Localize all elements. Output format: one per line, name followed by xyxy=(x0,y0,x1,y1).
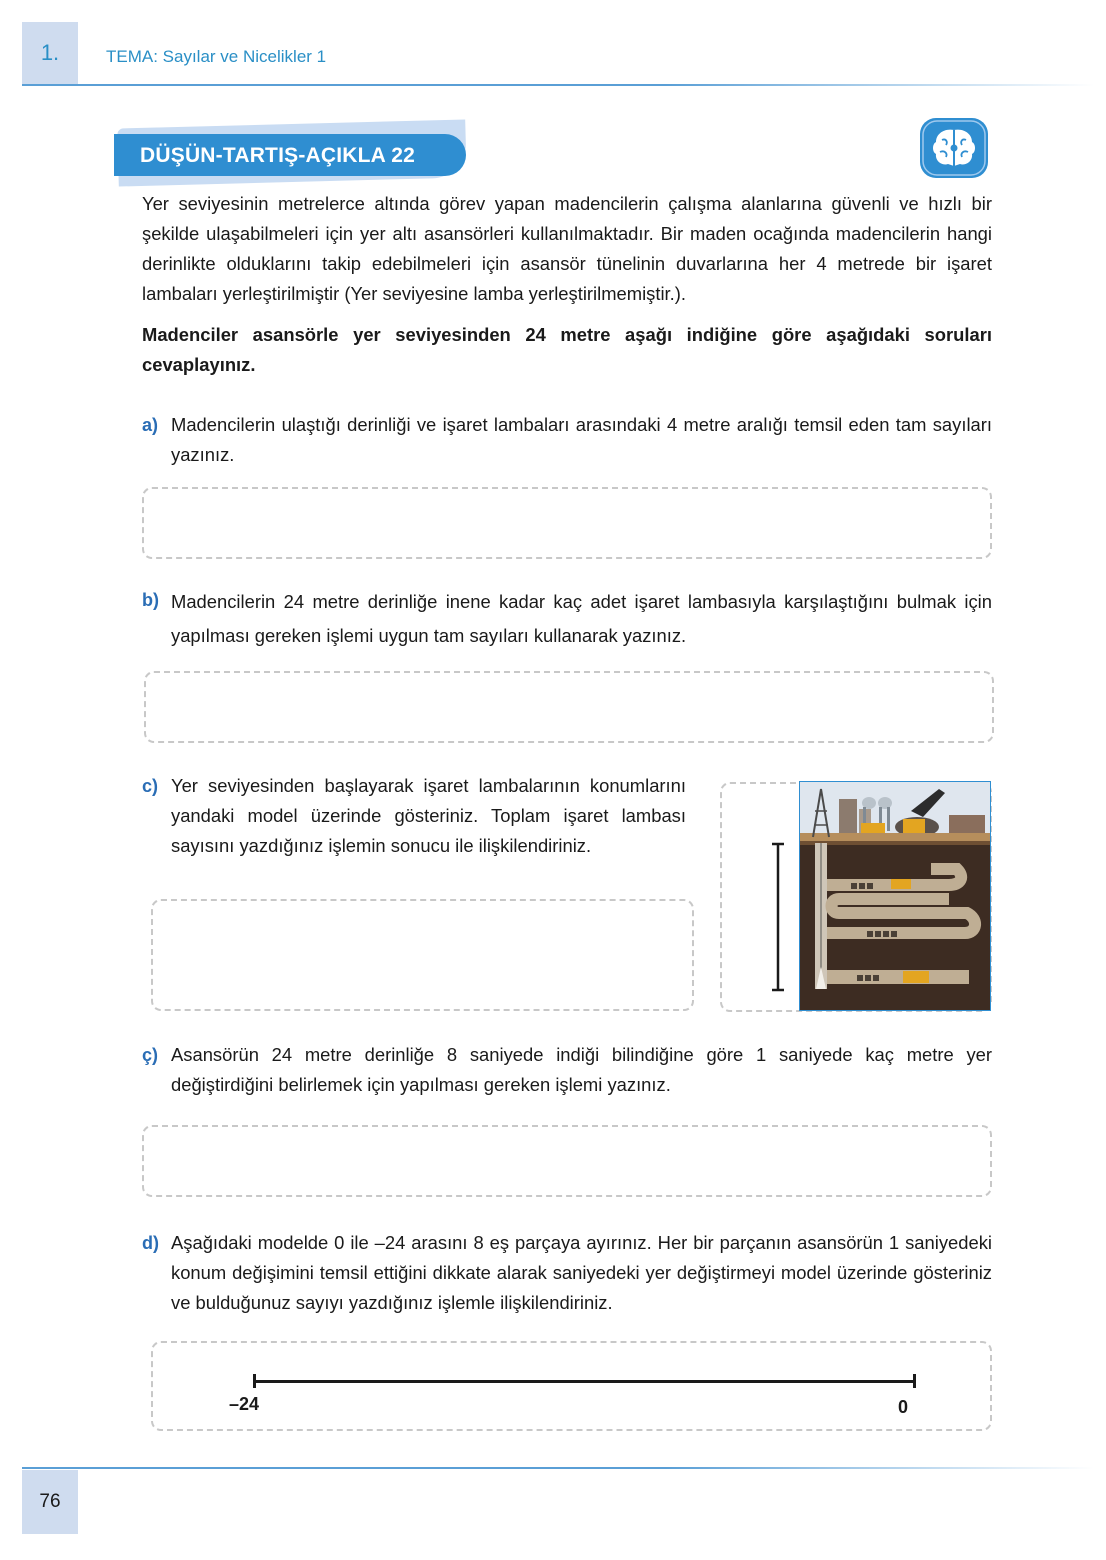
answer-box-b[interactable] xyxy=(144,671,994,743)
brain-puzzle-icon xyxy=(918,116,990,180)
footer-divider xyxy=(22,1467,1094,1469)
question-d-text: Aşağıdaki modelde 0 ile –24 arasını 8 eş parçaya ayırınız. Her bir parçanın asansörün 1 saniyedeki konum değişimini temsil ettiğini dikkate alarak saniyedeki yer değiştirmeyi model üzerinde gösteriniz ve bulduğunuz sayıyı yazdığınız işlemle ilişkilendiriniz. xyxy=(171,1232,992,1313)
question-d-label: d) xyxy=(142,1233,159,1253)
number-line xyxy=(254,1380,915,1383)
mine-shaft-illustration xyxy=(799,781,991,1011)
question-b-text: Madencilerin 24 metre derinliğe inene kadar kaç adet işaret lambasıyla karşılaştığını bulmak için yapılması gereken işlemi uygun tam sayıları kullanarak yazınız. xyxy=(171,591,992,646)
header-divider xyxy=(22,84,1094,86)
number-line-right-label: 0 xyxy=(898,1397,909,1417)
section-title: DÜŞÜN-TARTIŞ-AÇIKLA 22 xyxy=(140,144,416,167)
question-a-label: a) xyxy=(142,415,159,435)
answer-box-a[interactable] xyxy=(142,487,992,559)
question-c-cedilla-label: ç) xyxy=(142,1045,159,1065)
number-line-box[interactable] xyxy=(151,1341,992,1431)
number-line-right-tick xyxy=(913,1374,916,1388)
answer-box-c[interactable] xyxy=(151,899,694,1011)
number-line-left-label: –24 xyxy=(229,1394,260,1414)
question-a-text: Madencilerin ulaştığı derinliği ve işaret lambaları arasındaki 4 metre aralığı temsil eden tam sayıları yazınız. xyxy=(171,414,992,465)
question-b-label: b) xyxy=(142,590,159,610)
question-c-cedilla-text: Asansörün 24 metre derinliğe 8 saniyede indiği bilindiğine göre 1 saniyede kaç metre yer değiştirdiğini belirlemek için yapılması gereken işlemi yazınız. xyxy=(171,1044,992,1095)
question-c-label: c) xyxy=(142,776,159,796)
instruction-paragraph: Madenciler asansörle yer seviyesinden 24 metre aşağı indiğine göre aşağıdaki soruları cevaplayınız. xyxy=(142,324,992,375)
intro-paragraph: Yer seviyesinin metrelerce altında görev yapan madencilerin çalışma alanlarına güvenli ve hızlı bir şekilde ulaşabilmeleri için yer altı asansörleri kullanılmaktadır. Bir maden ocağında madencilerin hangi derinlikte olduklarını takip edebilmeleri için asansör tünelinin duvarlarına her 4 metrede bir işaret lambaları yerleştirilmiştir (Yer seviyesine lamba yerleştirilmemiştir.). xyxy=(142,193,992,304)
answer-box-c-cedilla[interactable] xyxy=(142,1125,992,1197)
theme-title: TEMA: Sayılar ve Nicelikler 1 xyxy=(106,47,327,66)
question-c-text: Yer seviyesinden başlayarak işaret lambalarının konumlarını yandaki model üzerinde gösteriniz. Toplam işaret lambası sayısını yazdığınız işlemin sonucu ile ilişkilendiriniz. xyxy=(171,775,686,856)
depth-bracket xyxy=(770,842,786,992)
page-number: 76 xyxy=(39,1491,61,1512)
chapter-number: 1. xyxy=(40,40,60,65)
number-line-left-tick xyxy=(253,1374,256,1388)
